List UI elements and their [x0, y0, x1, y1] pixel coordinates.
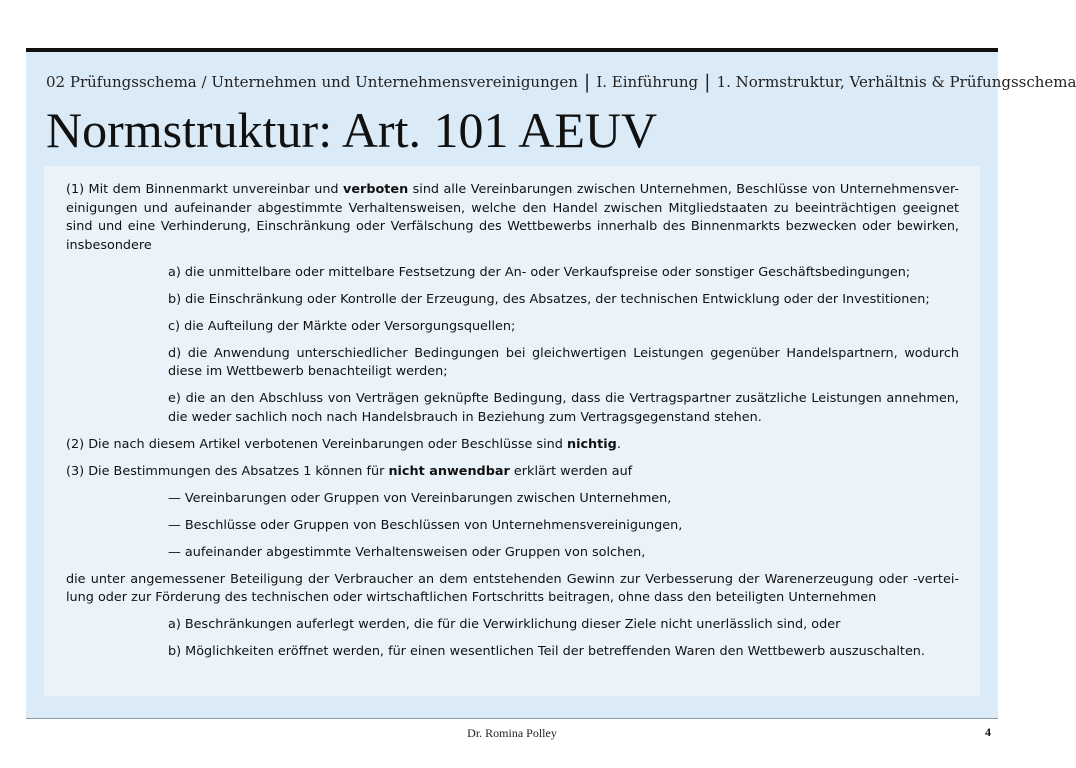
paragraph-2 [66, 436, 959, 455]
breadcrumb-chapter: I. Einführung [596, 73, 699, 91]
paragraph-3-emphasis: nicht anwendbar [388, 463, 510, 479]
dash-item-3: — aufeinander abgestimmte Verhaltensweisen oder Gruppen von solchen, [168, 544, 646, 560]
bottom-rule [26, 718, 998, 719]
paragraph-1-text-end: sind alle Vereinbarungen zwischen Unternehmen, Beschlüsse von Unternehmensver-einigungen und aufeinander abgestimmte Verhaltensweisen, welche den Handel zwischen Mitgliedstaaten zu beeinträchtigen geeignet sind und eine Verhinderung, Einschränkung oder Verfälschung des Wettbewerbs innerhalb des Binnenmarkts bezwecken oder bewirken, insbesondere [66, 182, 959, 253]
breadcrumb [46, 70, 1076, 93]
list-item-d: d) die Anwendung unterschiedlicher Bedingungen bei gleichwertigen Leistungen gegenüber Handelspartnern, wodurch diese im Wettbewerb benachteiligt werden; [168, 345, 959, 379]
paragraph-3-text-start: (3) Die Bestimmungen des Absatzes 1 können für [66, 463, 389, 479]
list-item-e: e) die an den Abschluss von Verträgen geknüpfte Bedingung, dass die Vertragspartner zusätzliche Leistungen annehmen, die weder sachlich noch nach Handelsbrauch in Beziehung zum Vertragsgegenstand stehen. [168, 391, 959, 425]
paragraph-2-emphasis: nichtig [566, 436, 617, 452]
paragraph-3 [66, 463, 959, 482]
exception-item-a: a) Beschränkungen auferlegt werden, die für die Verwirklichung dieser Ziele nicht unerlässlich sind, oder [168, 617, 841, 632]
page-title: Normstruktur: Art. 101 AEUV [46, 102, 658, 158]
list-item-b: b) die Einschränkung oder Kontrolle der Erzeugung, des Absatzes, der technischen Entwicklung oder der Investitionen; [168, 291, 930, 307]
dash-item-2: — Beschlüsse oder Gruppen von Beschlüssen von Unternehmensvereinigungen, [168, 517, 683, 533]
breadcrumb-separator: | [583, 71, 591, 93]
exception-item-b: b) Möglichkeiten eröffnet werden, für einen wesentlichen Teil der betreffenden Waren den Wettbewerb auszuschalten. [168, 644, 925, 659]
paragraph-1-text-start: (1) Mit dem Binnenmarkt unvereinbar und [66, 182, 343, 197]
paragraph-1 [66, 181, 959, 255]
paragraph-3-text-end: erklärt werden auf [509, 463, 633, 479]
breadcrumb-subchapter: 1. Normstruktur, Verhältnis & Prüfungsschema [716, 73, 1076, 91]
page-number: 4 [985, 725, 991, 739]
article-text [66, 181, 959, 662]
paragraph-2-text-start: (2) Die nach diesem Artikel verbotenen Vereinbarungen oder Beschlüsse sind [66, 436, 567, 452]
breadcrumb-separator: | [704, 71, 711, 93]
paragraph-1-emphasis: verboten [342, 182, 409, 197]
footer-author: Dr. Romina Polley [467, 726, 557, 740]
paragraph-2-text-end: . [616, 436, 621, 452]
list-item-c: c) die Aufteilung der Märkte oder Versorgungsquellen; [168, 318, 516, 334]
dash-item-1: — Vereinbarungen oder Gruppen von Vereinbarungen zwischen Unternehmen, [168, 490, 672, 506]
breadcrumb-section: 02 Prüfungsschema / Unternehmen und Unternehmensvereinigungen [46, 73, 578, 91]
list-item-a: a) die unmittelbare oder mittelbare Festsetzung der An- oder Verkaufspreise oder sonstiger Geschäftsbedingungen; [168, 264, 911, 280]
paragraph-4: die unter angemessener Beteiligung der Verbraucher an dem entstehenden Gewinn zur Verbesserung der Warenerzeugung oder -vertei-lung oder zur Förderung des technischen oder wirtschaftlichen Fortschritts beitragen, ohne dass den beteiligten Unternehmen [66, 571, 959, 605]
